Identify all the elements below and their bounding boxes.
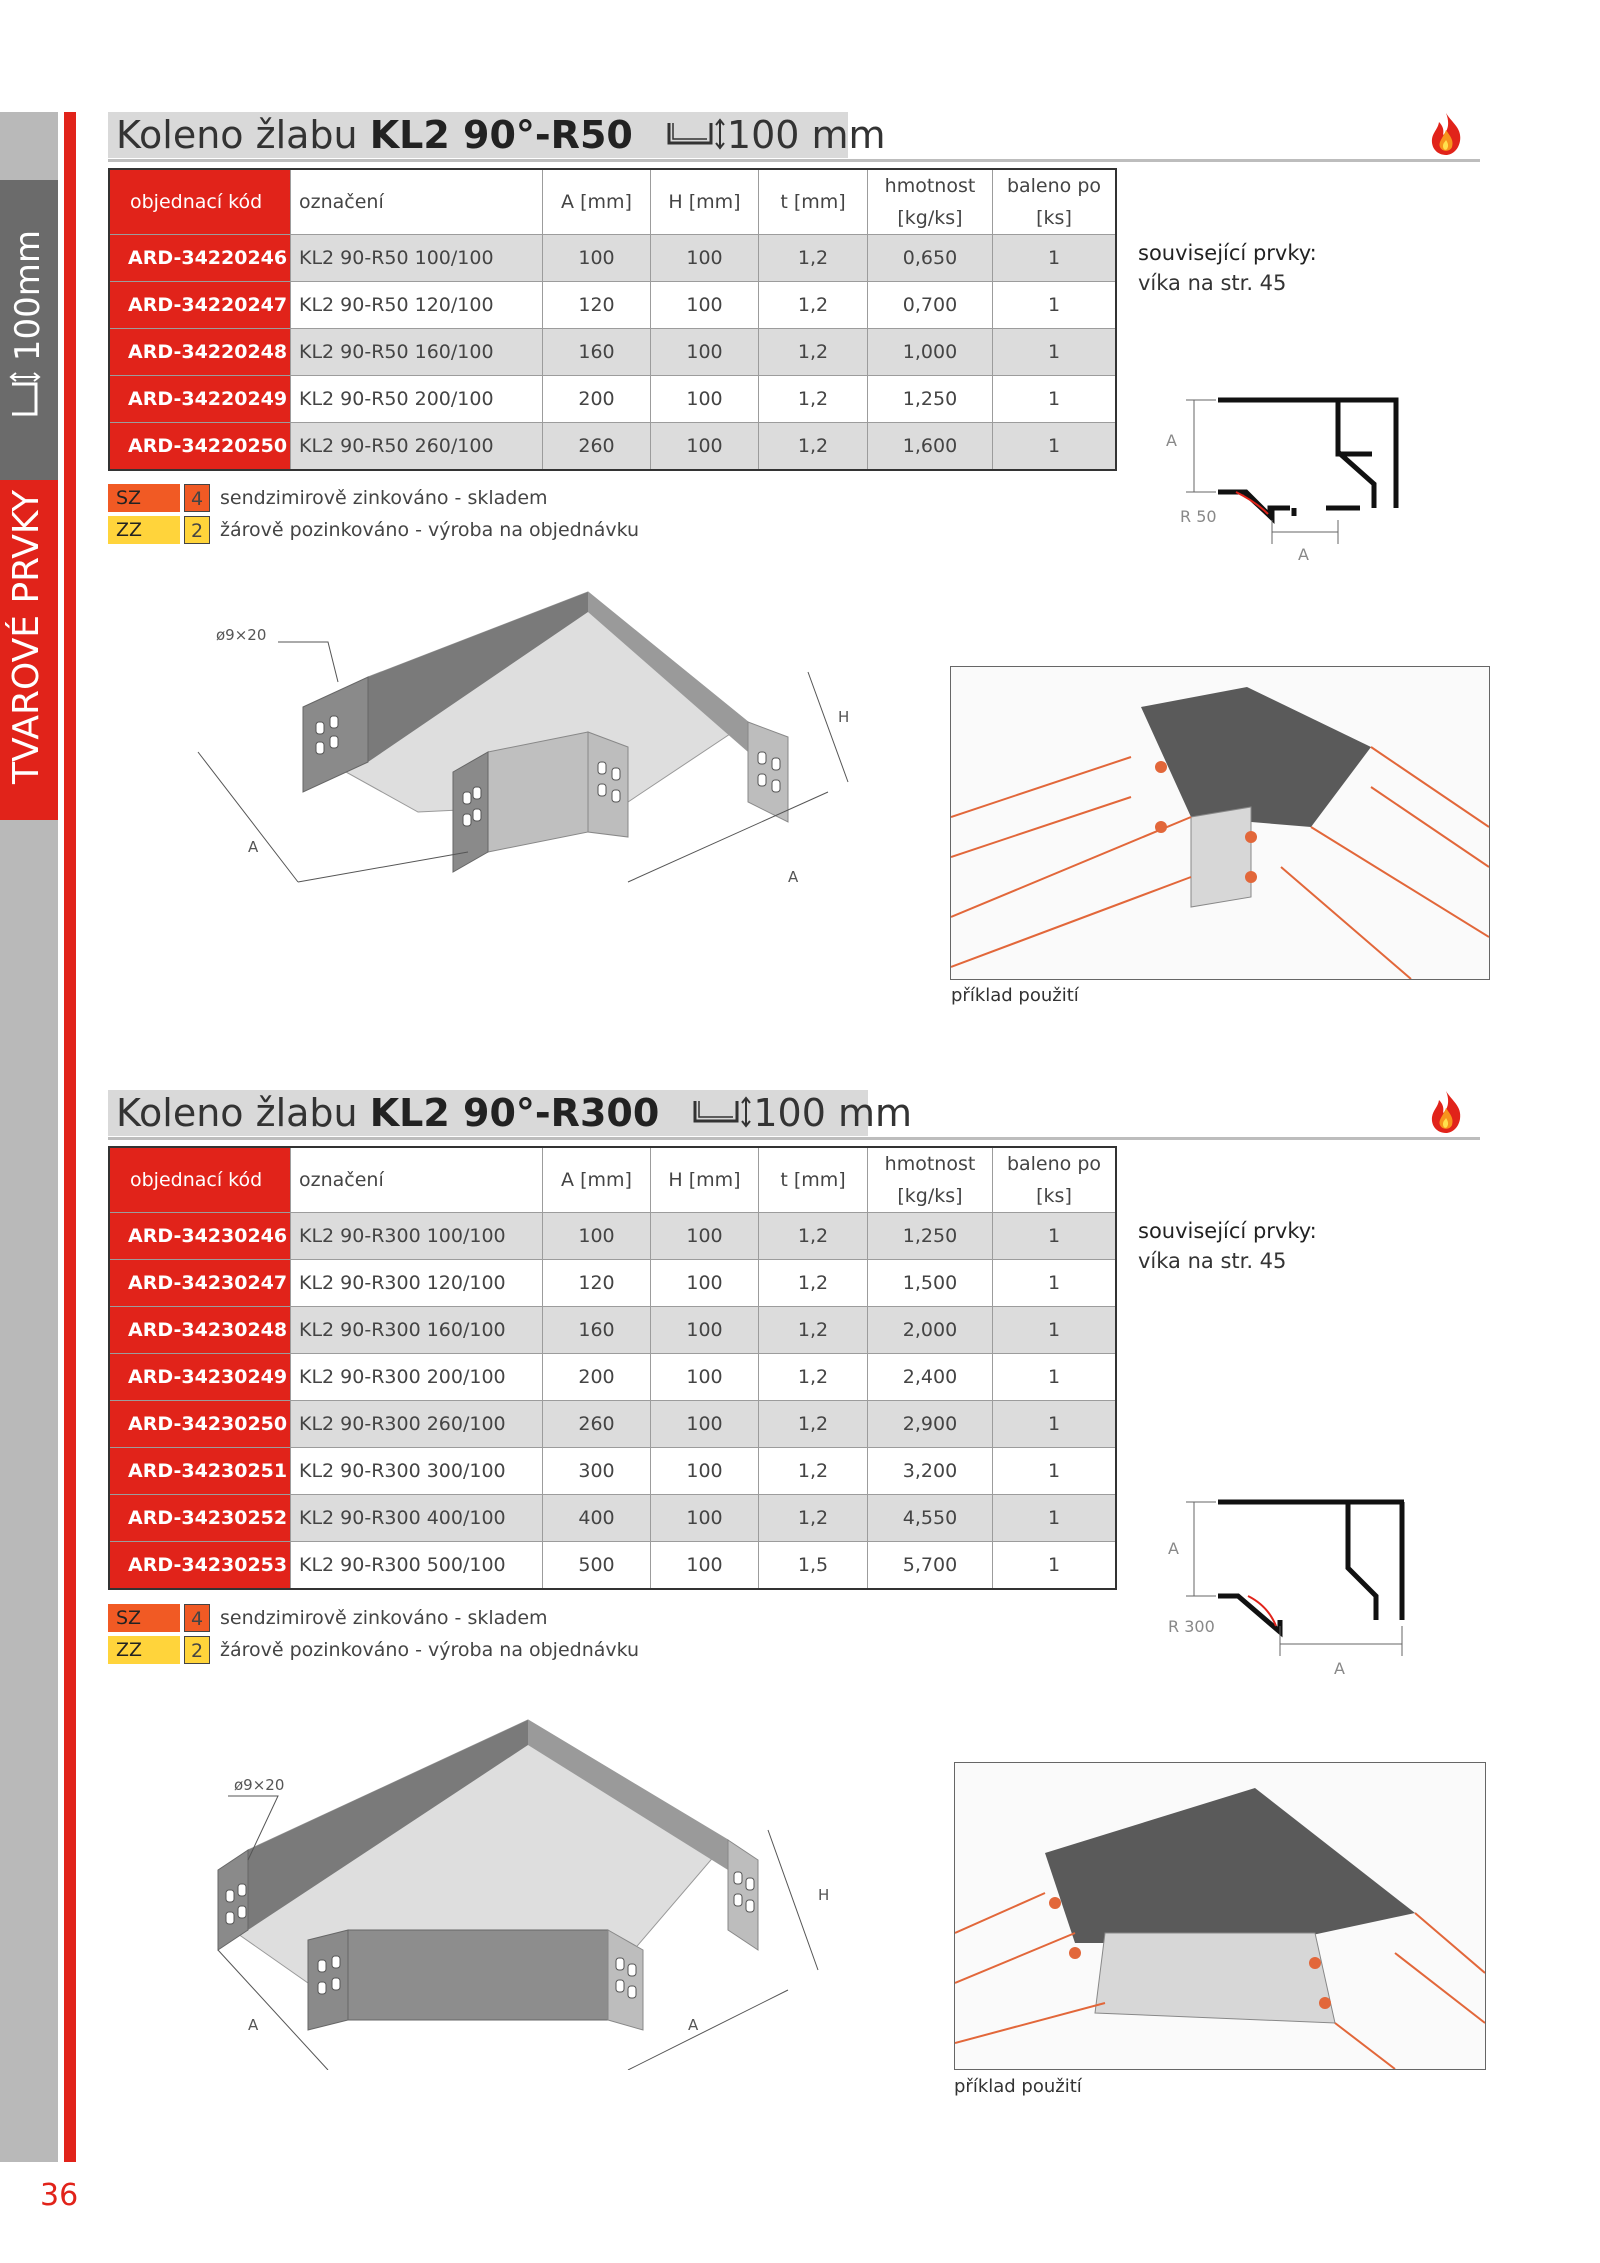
cell-a: 200: [543, 376, 651, 423]
cell-h: 100: [651, 1260, 759, 1307]
dim-h-label: H: [838, 708, 850, 726]
side-size-label: 100mm: [8, 230, 51, 418]
cell-code: ARD-34230249: [109, 1354, 291, 1401]
header-pack: baleno po [ks]: [993, 169, 1117, 235]
cell-t: 1,5: [759, 1542, 868, 1590]
page-number: 36: [40, 2178, 79, 2213]
legend-num: 2: [184, 516, 210, 544]
cell-pack: 1: [993, 1213, 1117, 1260]
dim-a-label: A: [248, 838, 259, 856]
dim-a-label: A: [788, 868, 799, 886]
legend-text: žárově pozinkováno - výroba na objednávku: [220, 519, 640, 541]
cell-name: KL2 90-R300 500/100: [291, 1542, 543, 1590]
cell-h: 100: [651, 1448, 759, 1495]
radius-label: R 300: [1168, 1617, 1215, 1636]
related-head: související prvky:: [1138, 241, 1317, 265]
cell-weight: 0,650: [868, 235, 993, 282]
cell-a: 100: [543, 1213, 651, 1260]
cell-pack: 1: [993, 329, 1117, 376]
legend-code: ZZ: [108, 516, 180, 544]
trough-icon: [8, 372, 51, 418]
cell-t: 1,2: [759, 329, 868, 376]
cell-t: 1,2: [759, 1448, 868, 1495]
cell-a: 300: [543, 1448, 651, 1495]
cell-code: ARD-34220249: [109, 376, 291, 423]
legend-text: sendzimirově zinkováno - skladem: [220, 1607, 548, 1629]
header-h: H [mm]: [651, 169, 759, 235]
cell-weight: 2,400: [868, 1354, 993, 1401]
dim-a-label: A: [1166, 431, 1177, 450]
side-accent-line: [64, 112, 76, 2162]
product-table: [108, 1146, 1117, 1590]
cell-code: ARD-34220250: [109, 423, 291, 471]
cell-name: KL2 90-R300 200/100: [291, 1354, 543, 1401]
table-row: [109, 1260, 1116, 1307]
hole-label: ø9×20: [234, 1776, 285, 1794]
legend-text: sendzimirově zinkováno - skladem: [220, 487, 548, 509]
cell-weight: 1,250: [868, 1213, 993, 1260]
cell-pack: 1: [993, 1448, 1117, 1495]
trough-icon: [691, 1093, 753, 1139]
cell-h: 100: [651, 1401, 759, 1448]
cell-a: 200: [543, 1354, 651, 1401]
fire-resistance-icon: [1422, 110, 1470, 158]
related-link[interactable]: víka na str. 45: [1138, 1249, 1287, 1273]
cell-a: 260: [543, 423, 651, 471]
header-weight: hmotnost [kg/ks]: [868, 1147, 993, 1213]
cell-pack: 1: [993, 423, 1117, 471]
cell-t: 1,2: [759, 1401, 868, 1448]
table-row: [109, 1307, 1116, 1354]
cell-code: ARD-34230251: [109, 1448, 291, 1495]
legend-code: SZ: [108, 484, 180, 512]
cell-code: ARD-34220247: [109, 282, 291, 329]
product-illustration: [128, 1690, 908, 2070]
header-t: t [mm]: [759, 169, 868, 235]
cell-a: 120: [543, 1260, 651, 1307]
cell-h: 100: [651, 1307, 759, 1354]
header-code: objednací kód: [109, 169, 291, 235]
cell-pack: 1: [993, 1401, 1117, 1448]
legend-text: žárově pozinkováno - výroba na objednávku: [220, 1639, 640, 1661]
usage-photo: [954, 1762, 1486, 2070]
related-head: související prvky:: [1138, 1219, 1317, 1243]
hole-label: ø9×20: [216, 626, 267, 644]
cell-pack: 1: [993, 1307, 1117, 1354]
legend-code: SZ: [108, 1604, 180, 1632]
cell-code: ARD-34230247: [109, 1260, 291, 1307]
header-weight: hmotnost [kg/ks]: [868, 169, 993, 235]
dim-a-label: A: [248, 2016, 259, 2034]
cell-h: 100: [651, 1542, 759, 1590]
header-h: H [mm]: [651, 1147, 759, 1213]
cell-weight: 2,000: [868, 1307, 993, 1354]
section-title: Koleno žlabu KL2 90°-R50 100 mm: [116, 112, 886, 161]
usage-caption: příklad použití: [951, 985, 1079, 1006]
cell-pack: 1: [993, 1542, 1117, 1590]
dim-h-label: H: [818, 1886, 830, 1904]
cell-pack: 1: [993, 235, 1117, 282]
table-row: [109, 235, 1116, 282]
cell-h: 100: [651, 423, 759, 471]
cell-name: KL2 90-R300 400/100: [291, 1495, 543, 1542]
header-a: A [mm]: [543, 169, 651, 235]
table-row: [109, 329, 1116, 376]
cell-t: 1,2: [759, 1307, 868, 1354]
cell-name: KL2 90-R300 120/100: [291, 1260, 543, 1307]
header-a: A [mm]: [543, 1147, 651, 1213]
cell-t: 1,2: [759, 1260, 868, 1307]
cell-a: 160: [543, 329, 651, 376]
cell-name: KL2 90-R50 100/100: [291, 235, 543, 282]
product-table: [108, 168, 1117, 471]
cell-pack: 1: [993, 282, 1117, 329]
cell-t: 1,2: [759, 1213, 868, 1260]
cell-weight: 0,700: [868, 282, 993, 329]
dim-a-label: A: [1298, 545, 1309, 564]
cell-weight: 4,550: [868, 1495, 993, 1542]
trough-icon: [665, 115, 727, 161]
cell-a: 400: [543, 1495, 651, 1542]
table-row: [109, 1495, 1116, 1542]
cell-code: ARD-34230246: [109, 1213, 291, 1260]
cell-pack: 1: [993, 1260, 1117, 1307]
cell-code: ARD-34230252: [109, 1495, 291, 1542]
cell-pack: 1: [993, 1495, 1117, 1542]
cell-t: 1,2: [759, 1354, 868, 1401]
cell-name: KL2 90-R300 160/100: [291, 1307, 543, 1354]
usage-photo: [950, 666, 1490, 980]
cell-name: KL2 90-R300 260/100: [291, 1401, 543, 1448]
related-link[interactable]: víka na str. 45: [1138, 271, 1287, 295]
usage-caption: příklad použití: [954, 2076, 1082, 2097]
cell-weight: 1,250: [868, 376, 993, 423]
cell-name: KL2 90-R300 100/100: [291, 1213, 543, 1260]
cell-t: 1,2: [759, 235, 868, 282]
cell-code: ARD-34220248: [109, 329, 291, 376]
fire-resistance-icon: [1422, 1088, 1470, 1136]
dim-a-label: A: [1334, 1659, 1345, 1678]
radius-label: R 50: [1180, 507, 1217, 526]
table-row: [109, 376, 1116, 423]
cell-a: 120: [543, 282, 651, 329]
cell-weight: 1,500: [868, 1260, 993, 1307]
cell-name: KL2 90-R300 300/100: [291, 1448, 543, 1495]
cell-a: 500: [543, 1542, 651, 1590]
cell-h: 100: [651, 235, 759, 282]
cell-h: 100: [651, 1213, 759, 1260]
dim-a-label: A: [1168, 1539, 1179, 1558]
dim-a-label: A: [688, 2016, 699, 2034]
cell-t: 1,2: [759, 282, 868, 329]
cell-t: 1,2: [759, 423, 868, 471]
table-row: [109, 423, 1116, 471]
header-name: označení: [291, 169, 543, 235]
cell-name: KL2 90-R50 200/100: [291, 376, 543, 423]
related-items: [1138, 238, 1317, 298]
header-pack: baleno po [ks]: [993, 1147, 1117, 1213]
cell-name: KL2 90-R50 160/100: [291, 329, 543, 376]
cell-code: ARD-34230248: [109, 1307, 291, 1354]
cell-pack: 1: [993, 1354, 1117, 1401]
cell-a: 160: [543, 1307, 651, 1354]
header-code: objednací kód: [109, 1147, 291, 1213]
product-illustration: [188, 582, 908, 912]
cell-weight: 3,200: [868, 1448, 993, 1495]
cell-code: ARD-34220246: [109, 235, 291, 282]
cell-h: 100: [651, 1495, 759, 1542]
cell-name: KL2 90-R50 260/100: [291, 423, 543, 471]
cell-weight: 1,600: [868, 423, 993, 471]
cell-weight: 2,900: [868, 1401, 993, 1448]
cell-h: 100: [651, 376, 759, 423]
top-view-diagram: [1166, 394, 1466, 604]
legend-num: 4: [184, 484, 210, 512]
legend-code: ZZ: [108, 1636, 180, 1664]
cell-a: 260: [543, 1401, 651, 1448]
header-name: označení: [291, 1147, 543, 1213]
cell-t: 1,2: [759, 376, 868, 423]
cell-weight: 5,700: [868, 1542, 993, 1590]
legend-num: 4: [184, 1604, 210, 1632]
cell-t: 1,2: [759, 1495, 868, 1542]
cell-h: 100: [651, 1354, 759, 1401]
table-row: [109, 1401, 1116, 1448]
related-items: [1138, 1216, 1317, 1276]
cell-weight: 1,000: [868, 329, 993, 376]
cell-h: 100: [651, 282, 759, 329]
cell-a: 100: [543, 235, 651, 282]
table-row: [109, 1542, 1116, 1590]
table-row: [109, 1213, 1116, 1260]
cell-name: KL2 90-R50 120/100: [291, 282, 543, 329]
cell-code: ARD-34230250: [109, 1401, 291, 1448]
legend-num: 2: [184, 1636, 210, 1664]
cell-code: ARD-34230253: [109, 1542, 291, 1590]
cell-h: 100: [651, 329, 759, 376]
table-row: [109, 1354, 1116, 1401]
section-title: Koleno žlabu KL2 90°-R300 100 mm: [116, 1090, 912, 1139]
table-row: [109, 1448, 1116, 1495]
header-t: t [mm]: [759, 1147, 868, 1213]
cell-pack: 1: [993, 376, 1117, 423]
side-category: TVAROVÉ PRVKY: [6, 489, 47, 784]
table-row: [109, 282, 1116, 329]
top-view-diagram: [1168, 1496, 1468, 1706]
